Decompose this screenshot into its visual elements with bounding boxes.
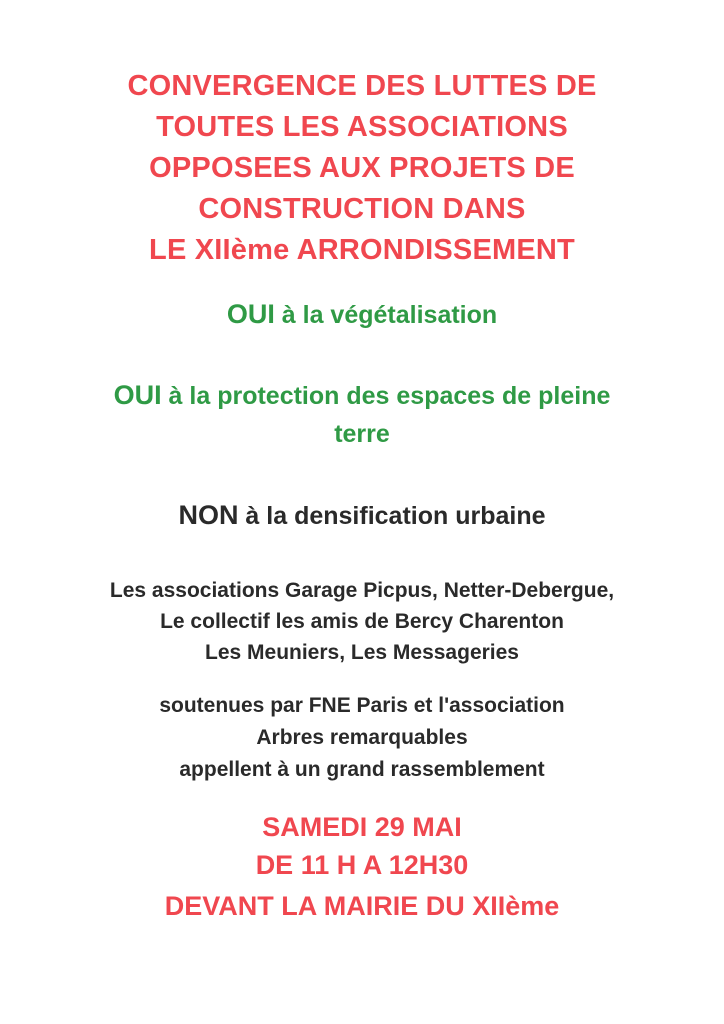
- title-line-3: OPPOSEES AUX PROJETS DE: [149, 152, 575, 184]
- title-line-1: CONVERGENCE DES LUTTES DE: [127, 70, 597, 102]
- associations-line-3: Les Meuniers, Les Messageries: [205, 641, 519, 664]
- support-line-1: soutenues par FNE Paris et l'association: [159, 694, 565, 717]
- associations-line-1: Les associations Garage Picpus, Netter-Debergue,: [109, 579, 615, 602]
- slogan-keyword-non: NON: [178, 500, 239, 530]
- associations-line-2: Le collectif les amis de Bercy Charenton: [160, 610, 564, 633]
- slogan-vegetalisation: [0, 296, 724, 333]
- title-line-5: LE XIIème ARRONDISSEMENT: [149, 234, 575, 266]
- slogan-keyword-oui: OUI: [113, 380, 162, 410]
- slogan-densification: [0, 497, 724, 534]
- event-date: SAMEDI 29 MAI: [262, 812, 462, 842]
- slogan-keyword-oui: OUI: [226, 299, 275, 329]
- slogan-protection: [0, 377, 724, 414]
- title-line-4: CONSTRUCTION DANS: [198, 193, 526, 225]
- slogan-text: à la densification urbaine: [238, 502, 546, 530]
- slogan-text: à la protection des espaces de pleine: [161, 382, 611, 410]
- event-time: DE 11 H A 12H30: [255, 850, 469, 880]
- support-line-3: appellent à un grand rassemblement: [179, 758, 545, 781]
- event-location: DEVANT LA MAIRIE DU XIIème: [164, 891, 560, 921]
- slogan-text: à la végétalisation: [274, 301, 498, 329]
- slogan-protection-continuation: terre: [334, 420, 390, 448]
- title-line-2: TOUTES LES ASSOCIATIONS: [156, 111, 568, 143]
- support-line-2: Arbres remarquables: [256, 726, 468, 749]
